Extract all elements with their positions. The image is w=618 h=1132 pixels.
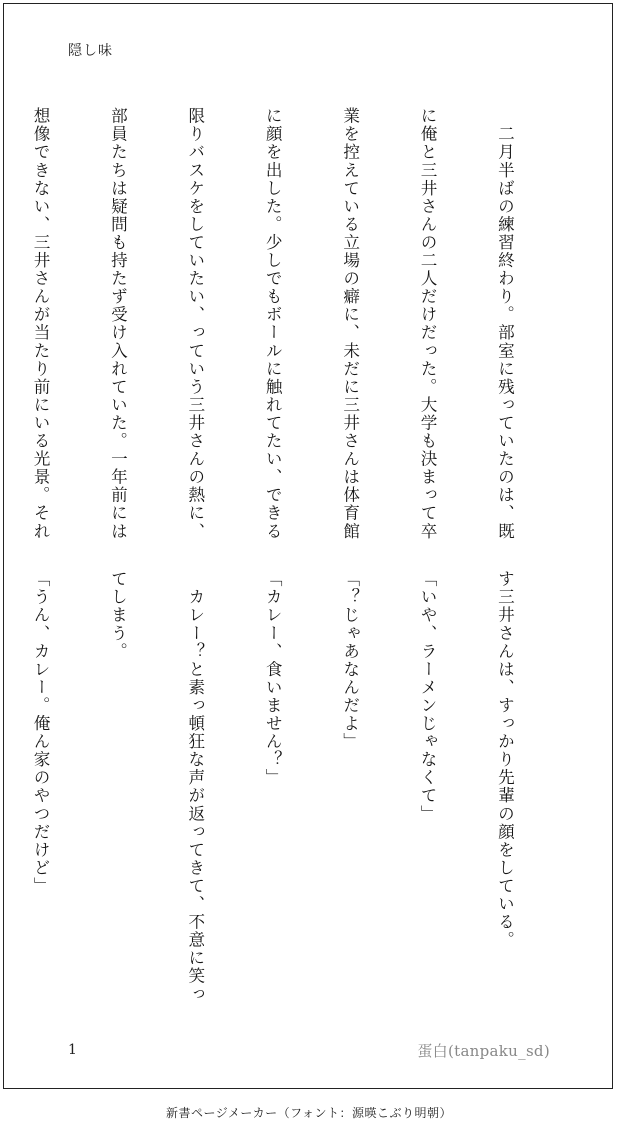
text-line: 「？じゃあなんだよ」 (340, 570, 360, 751)
text-block-bottom (0, 570, 569, 1020)
text-line: に俺と三井さんの二人だけだった。大学も決まって卒 (418, 107, 438, 541)
footer-credit: 新書ページメーカー（フォント：源暎こぶり明朝） (165, 1106, 453, 1120)
text-line: 「カレー、食いません？」 (263, 570, 283, 787)
running-title: 隠し味 (68, 43, 113, 59)
text-line: カレー？と素っ頓狂な声が返ってきて、不意に笑っ (185, 570, 205, 1004)
text-block-top (0, 107, 569, 541)
text-line: 想像できない、三井さんが当たり前にいる光景。それ (31, 107, 51, 541)
text-line: 限りバスケをしていたい、っていう三井さんの熱に、 (185, 107, 205, 541)
text-line: す三井さんは、すっかり先輩の顔をしている。 (495, 570, 515, 950)
author-credit: 蛋白(tanpaku_sd) (417, 1042, 550, 1060)
text-line: 「うん、カレー。俺ん家のやつだけど」 (31, 570, 51, 895)
text-line: 部員たちは疑問も持たず受け入れていた。一年前には (108, 107, 128, 541)
text-line: 二月半ばの練習終わり。部室に残っていたのは、既 (495, 107, 515, 541)
text-line: 業を控えている立場の癖に、未だに三井さんは体育館 (340, 107, 360, 541)
text-line: てしまう。 (108, 570, 128, 661)
text-line: 「いや、ラーメンじゃなくて」 (418, 570, 438, 823)
text-line: に顔を出した。少しでもボールに触れてたい、できる (263, 107, 283, 541)
page-number: 1 (68, 1042, 77, 1058)
page-frame (3, 3, 613, 1089)
